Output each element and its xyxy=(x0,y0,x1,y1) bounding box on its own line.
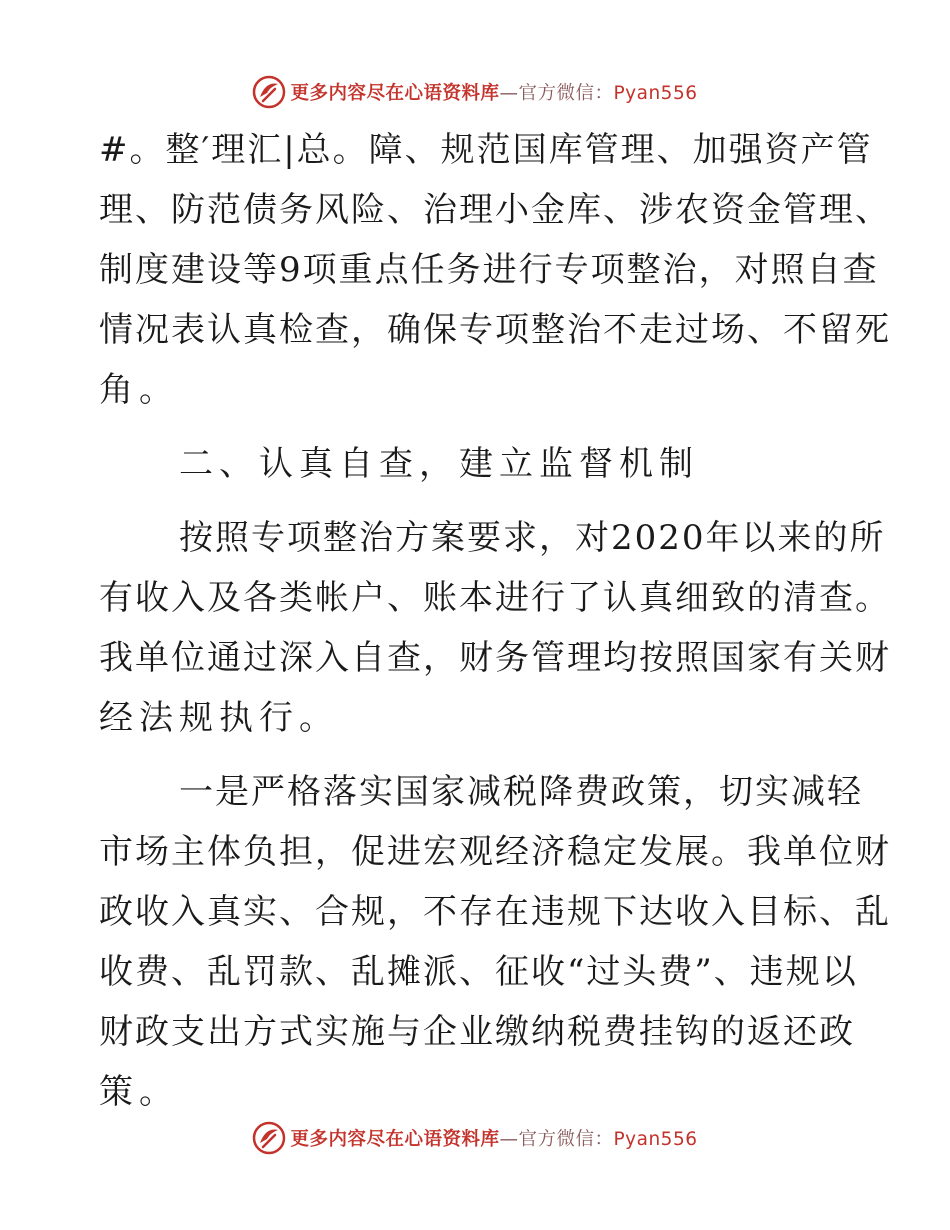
text-line: 角。 xyxy=(99,370,179,410)
document-body xyxy=(99,120,891,1122)
text-line: 财政支出方式实施与企业缴纳税费挂钩的返还政 xyxy=(99,1012,855,1052)
banner-dash: — xyxy=(499,1129,519,1150)
brand-logo-icon xyxy=(252,75,286,109)
paragraph-tax-policy xyxy=(99,762,891,1122)
wechat-id: Pyan556 xyxy=(613,1129,698,1150)
banner-title: 更多内容尽在心语资料库 xyxy=(290,83,500,104)
text-line: 理、防范债务风险、治理小金库、涉农资金管理、 xyxy=(99,190,891,230)
banner-dash: — xyxy=(499,83,519,104)
text-line: 按照专项整治方案要求，对2020年以来的所 xyxy=(179,518,886,558)
text-line: 一是严格落实国家减税降费政策，切实减轻 xyxy=(179,772,863,812)
banner-title: 更多内容尽在心语资料库 xyxy=(290,1129,500,1150)
paragraph-checkup xyxy=(99,508,891,748)
text-line: 有收入及各类帐户、账本进行了认真细致的清查。 xyxy=(99,578,891,618)
text-line: 制度建设等9项重点任务进行专项整治，对照自查 xyxy=(99,250,879,290)
text-line: 我单位通过深入自查，财务管理均按照国家有关财 xyxy=(99,638,891,678)
banner-text xyxy=(290,1125,697,1151)
text-line: #。整′理汇|总。障、规范国库管理、加强资产管 xyxy=(99,130,873,170)
text-line: 政收入真实、合规，不存在违规下达收入目标、乱 xyxy=(99,892,891,932)
section-heading: 二、认真自查，建立监督机制 xyxy=(179,444,699,484)
brand-logo-icon xyxy=(252,1121,286,1155)
footer-banner xyxy=(0,1118,950,1158)
banner-text xyxy=(290,79,697,105)
paragraph-continuation xyxy=(99,120,891,420)
text-line: 情况表认真检查，确保专项整治不走过场、不留死 xyxy=(99,310,891,350)
text-line: 经法规执行。 xyxy=(99,698,339,738)
text-line: 收费、乱罚款、乱摊派、征收“过头费”、违规以 xyxy=(99,952,858,992)
text-line: 策。 xyxy=(99,1072,179,1112)
wechat-label: 官方微信： xyxy=(518,1129,614,1150)
text-line: 市场主体负担，促进宏观经济稳定发展。我单位财 xyxy=(99,832,891,872)
wechat-id: Pyan556 xyxy=(613,83,698,104)
header-banner xyxy=(0,72,950,112)
wechat-label: 官方微信： xyxy=(518,83,614,104)
